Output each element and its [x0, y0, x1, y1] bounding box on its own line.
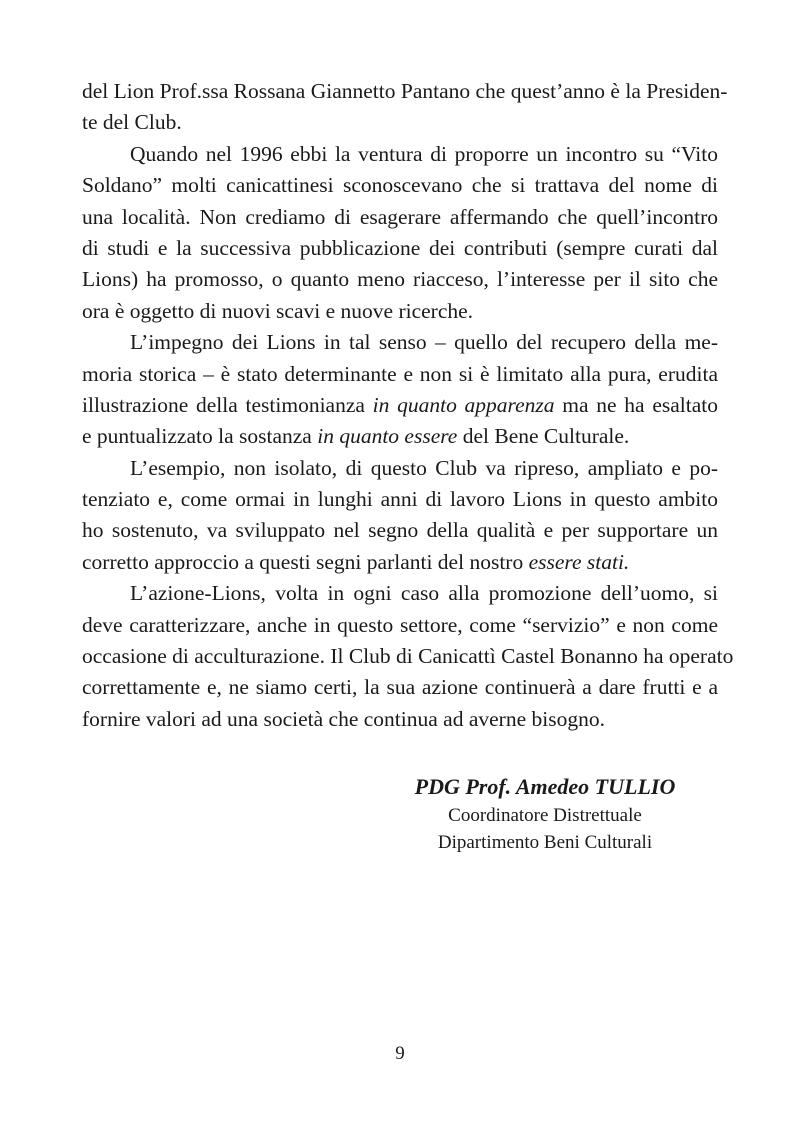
- text-line: occasione di acculturazione. Il Club di Canicattì Castel Bonanno ha operato: [82, 644, 734, 669]
- paragraph-start-line: L’esempio, non isolato, di questo Club va ripreso, ampliato e po-: [130, 455, 718, 480]
- text-line: te del Club.: [82, 110, 182, 135]
- text-segment: ma ne ha esaltato: [554, 392, 718, 417]
- signature-role-line: Coordinatore Distrettuale: [448, 805, 642, 826]
- text-line: correttamente e, ne siamo certi, la sua azione continuerà a dare frutti e a: [82, 675, 718, 700]
- paragraph-start-line: Quando nel 1996 ebbi la ventura di proporre un incontro su “Vito: [130, 141, 718, 166]
- text-line: tenziato e, come ormai in lunghi anni di lavoro Lions in questo ambito: [82, 487, 718, 512]
- text-line: ora è oggetto di nuovi scavi e nuove ricerche.: [82, 298, 474, 323]
- italic-phrase: essere stati.: [528, 549, 630, 574]
- text-line: [82, 390, 718, 421]
- signature-name: PDG Prof. Amedeo TULLIO: [414, 774, 676, 799]
- italic-phrase: in quanto essere: [317, 424, 458, 449]
- text-line: deve caratterizzare, anche in questo settore, come “servizio” e non come: [82, 612, 718, 637]
- text-line: [82, 421, 718, 452]
- text-line: ho sostenuto, va sviluppato nel segno della qualità e per supportare un: [82, 518, 718, 543]
- text-line: [82, 547, 718, 578]
- text-line: Lions) ha promosso, o quanto meno riacceso, l’interesse per il sito che: [82, 267, 718, 292]
- text-segment: e puntualizzato la sostanza: [82, 424, 318, 449]
- signature-block: [380, 772, 710, 856]
- text-line: una località. Non crediamo di esagerare affermando che quell’incontro: [82, 204, 718, 229]
- text-line: di studi e la successiva pubblicazione dei contributi (sempre curati dal: [82, 235, 718, 260]
- text-segment: del Bene Culturale.: [457, 424, 630, 449]
- signature-department-line: Dipartimento Beni Culturali: [437, 832, 653, 853]
- text-line: moria storica – è stato determinante e non si è limitato alla pura, erudita: [82, 361, 718, 386]
- document-body: [82, 76, 734, 735]
- italic-phrase: in quanto apparenza: [372, 392, 555, 417]
- paragraph-start-line: L’azione-Lions, volta in ogni caso alla promozione dell’uomo, si: [130, 581, 718, 606]
- text-line: del Lion Prof.ssa Rossana Giannetto Pantano che quest’anno è la Presiden-: [82, 79, 728, 103]
- text-line: Soldano” molti canicattinesi sconoscevano che si trattava del nome di: [82, 173, 718, 198]
- page-number: 9: [395, 1043, 405, 1064]
- text-segment: illustrazione della testimonianza: [82, 392, 373, 417]
- text-segment: corretto approccio a questi segni parlanti del nostro: [82, 549, 529, 574]
- text-line: fornire valori ad una società che continua ad averne bisogno.: [82, 706, 605, 731]
- paragraph-start-line: L’impegno dei Lions in tal senso – quello del recupero della me-: [130, 330, 718, 355]
